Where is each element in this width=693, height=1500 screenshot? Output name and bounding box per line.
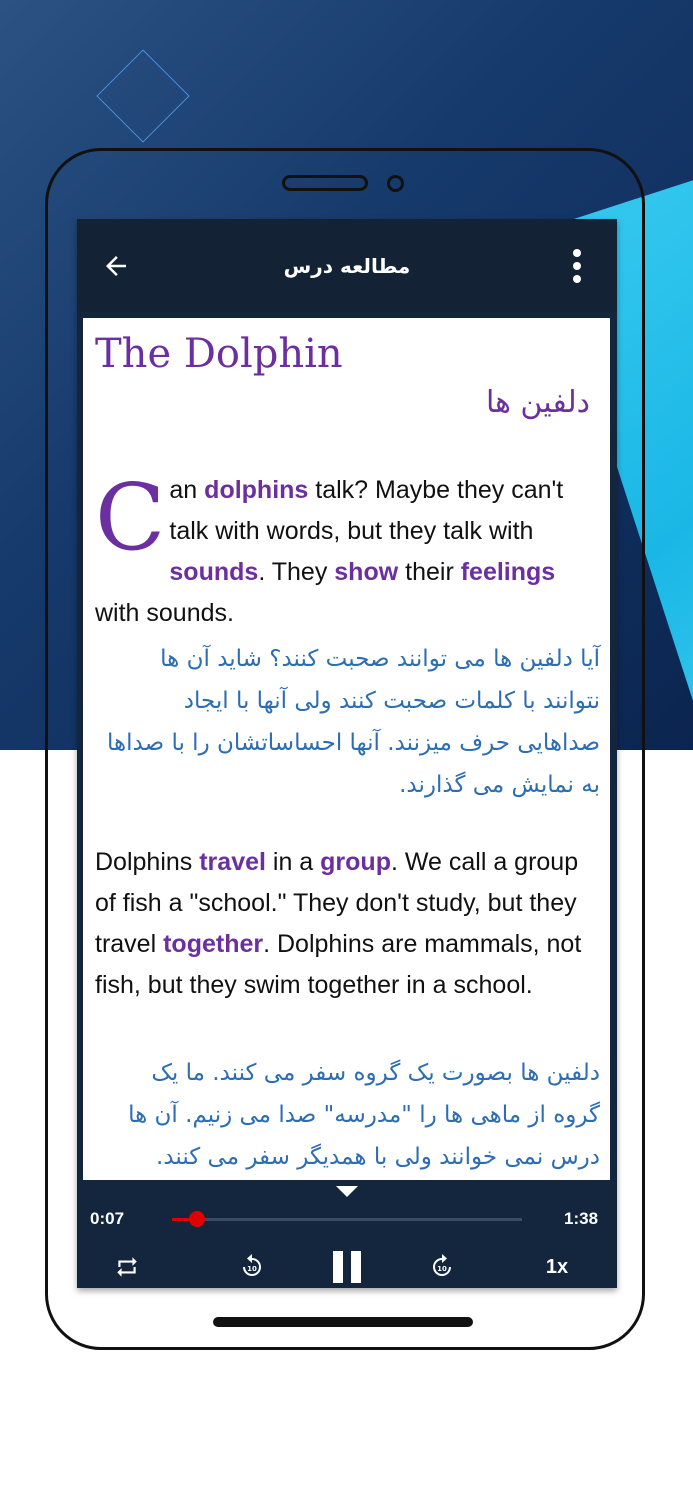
- text-run: talk? Maybe they can't talk with words, but they talk with: [169, 476, 564, 545]
- repeat-icon: [114, 1249, 140, 1285]
- total-time: 1:38: [564, 1209, 599, 1228]
- keyword-show[interactable]: show: [334, 558, 399, 586]
- pause-button[interactable]: [331, 1249, 363, 1285]
- app-bar: [77, 219, 617, 312]
- translation-2: دلفین ها بصورت یک گروه سفر می کنند. ما یک گروه از ماهی ها را "مدرسه" صدا می زنیم. آن ها درس نمی خوانند ولی با همدیگر سفر می کنند.: [128, 1060, 600, 1170]
- pause-icon: [331, 1249, 363, 1285]
- keyword-group[interactable]: group: [320, 848, 391, 876]
- drop-cap: C: [95, 464, 166, 571]
- rewind-10-button[interactable]: [239, 1249, 265, 1285]
- collapse-arrow-icon[interactable]: [336, 1186, 358, 1197]
- keyword-feelings[interactable]: feelings: [460, 558, 556, 586]
- text-run: an: [169, 476, 205, 504]
- phone-home-bar: [213, 1317, 473, 1327]
- seek-bar[interactable]: [172, 1218, 522, 1221]
- rewind-label: 10: [247, 1265, 257, 1273]
- forward-10-icon: [429, 1249, 455, 1285]
- more-vert-icon[interactable]: [565, 249, 589, 285]
- app-screen: [77, 219, 617, 1288]
- keyword-travel[interactable]: travel: [199, 848, 266, 876]
- text-run: in a: [265, 848, 321, 876]
- paragraph-2: [95, 842, 600, 1006]
- replay-10-icon: [239, 1249, 265, 1285]
- text-run: . Dolphins are mammals, not fish, but they swim together in a school.: [95, 930, 582, 999]
- speed-button[interactable]: 1x: [545, 1256, 569, 1278]
- text-run: . They: [258, 558, 335, 586]
- lesson-title-en: The Dolphin: [95, 331, 343, 377]
- app-title: مطالعه درس: [283, 254, 411, 278]
- keyword-dolphins[interactable]: dolphins: [204, 476, 309, 504]
- lesson-title-fa: دلفین ها: [485, 385, 590, 420]
- text-run: Dolphins: [95, 848, 200, 876]
- text-run: . We call a group of fish a "school." They don't study, but they travel: [95, 848, 579, 958]
- forward-10-button[interactable]: [429, 1249, 455, 1285]
- lesson-page[interactable]: [83, 318, 610, 1180]
- text-run: their: [398, 558, 461, 586]
- forward-label: 10: [437, 1265, 447, 1273]
- paragraph-1: [95, 464, 600, 634]
- phone-speaker: [282, 175, 368, 191]
- current-time: 0:07: [90, 1209, 125, 1228]
- translation-1: آیا دلفین ها می توانند صحبت کنند؟ شاید آن ها نتوانند با کلمات صحبت کنند ولی آنها با ایجاد صداهایی حرف میزنند. آنها احساساتشان را با صداها به نمایش می گذارند.: [107, 646, 600, 798]
- phone-camera: [387, 175, 404, 192]
- keyword-together[interactable]: together: [163, 930, 264, 958]
- seek-thumb[interactable]: [189, 1211, 205, 1227]
- decorative-diamond: [96, 49, 189, 142]
- text-run: with sounds.: [95, 599, 234, 627]
- keyword-sounds[interactable]: sounds: [169, 558, 259, 586]
- repeat-button[interactable]: [114, 1249, 140, 1285]
